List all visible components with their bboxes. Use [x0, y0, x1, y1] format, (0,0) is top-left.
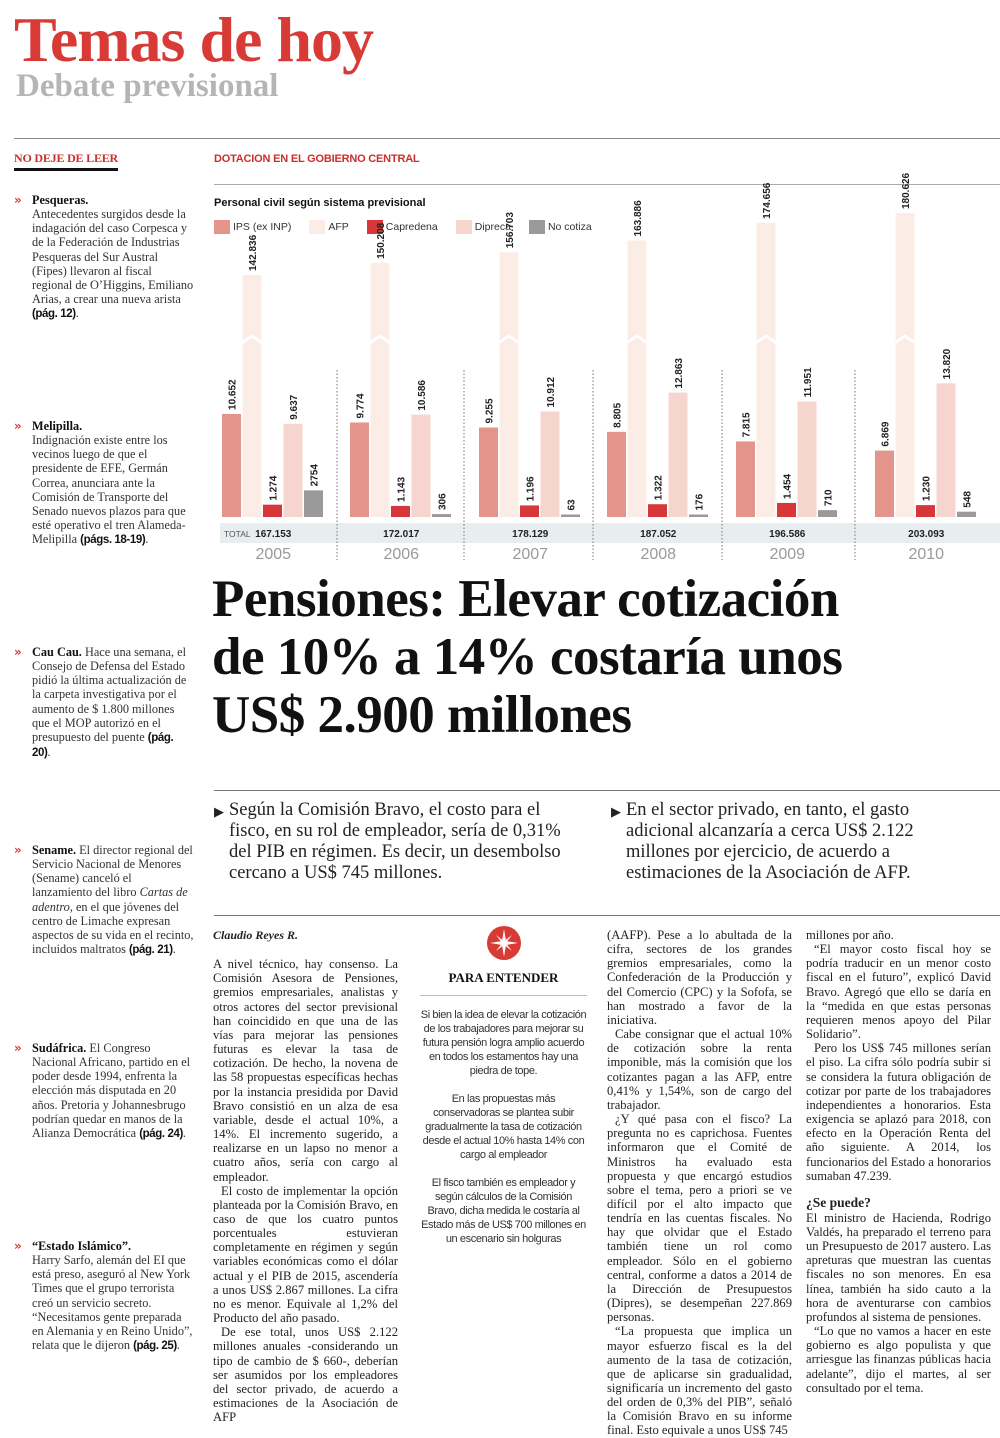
sidebar-item-sudafrica[interactable]: » Sudáfrica. El Congreso Nacional Africano, partido en el poder desde 1994, enfrenta la elección más disputada en 20 años. Pretoria y Johannesbrugo podrían quedar en manos de la Alianza Democrática (pág. 24).: [14, 1041, 191, 1140]
deck-divider-top: [214, 790, 1000, 791]
bar-value-label: 163.886: [633, 200, 644, 237]
graphic-kicker: DOTACION EN EL GOBIERNO CENTRAL: [214, 153, 420, 165]
legend-label: Capredena: [385, 221, 438, 233]
headline-line: Pensiones: Elevar cotización: [212, 570, 839, 628]
item-page: (pág. 21): [129, 944, 173, 957]
bar-value-label: 174.656: [762, 182, 773, 219]
bar-value-label: 1.322: [653, 475, 665, 501]
item-title: Cau Cau.: [32, 645, 82, 659]
total-value: 172.017: [383, 529, 420, 540]
item-title: Sename.: [32, 843, 77, 857]
bar-value-label: 306: [437, 493, 449, 511]
bar-ips-ex-inp-: [875, 451, 894, 517]
bar-dipreca: [937, 383, 956, 517]
bar-afp: [371, 263, 390, 517]
box-paragraph: El fisco también es empleador y según cálculos de la Comisión Bravo, dicha medida le costaría al Estado más de US$ 700 millones en un escenario sin holguras: [421, 1177, 586, 1245]
bar-no-cotiza: [561, 515, 580, 518]
chevron-right-icon: »: [14, 1041, 22, 1055]
item-text: El Congreso Nacional Africano, partido en el poder desde 1994, enfrenta la elección más disputada en 20 años. Pretoria y Johannesbrugo podrían quedar en manos de la Alianza Democrática: [32, 1041, 191, 1140]
headline: [212, 570, 992, 744]
bar-capredena: [777, 503, 796, 517]
bar-value-label: 8.805: [612, 402, 624, 428]
item-text: El director regional del Servicio Nacional de Menores (Sename) canceló el lanzamiento del libro: [32, 843, 193, 900]
paragraph: Pero los US$ 745 millones serían el piso. La cifra sólo podría subir si se considera la futura obligación de cotizar por parte de los trabajadores independientes a honorarios. Esta exigencia se aplazó para 2018, con efecto en la Operación Renta del año siguiente. A 2014, los funcionarios del Estado a honorarios sumaban 47.239.: [806, 1041, 991, 1183]
bar-afp: [500, 252, 519, 517]
bar-value-label: 150.208: [376, 222, 387, 259]
byline: Claudio Reyes R.: [213, 928, 299, 942]
year-label: 2010: [908, 546, 945, 563]
bar-ips-ex-inp-: [222, 414, 241, 517]
bar-value-label: 1.454: [782, 473, 794, 499]
box-paragraph: Si bien la idea de elevar la cotización de los trabajadores para mejorar su futura pensión logra amplio acuerdo en todos los estamentos hay una piedra de tope.: [420, 1009, 587, 1077]
item-text: Indignación existe entre los vecinos luego de que el presidente de EFE, Germán Correa, anunciara ante la Comisión de Transporte del Senado nuevos plazos para que esté operativo el tren Alameda-Melipilla: [32, 433, 186, 547]
headline-line: de 10% a 14% costaría unos: [212, 628, 843, 686]
compass-rose-icon: [486, 925, 522, 961]
item-text: Harry Sarfo, alemán del EI que está preso, aseguró al New York Times que el grupo terrorista creó un servicio secreto. “Necesitamos gente preparada en Alemania y en Reino Unido”, relata que le dijeron: [32, 1253, 193, 1353]
legend-label: AFP: [328, 221, 349, 233]
year-label: 2008: [640, 546, 677, 563]
book-title: Cartas de adentro: [32, 885, 188, 914]
paragraph: A nivel técnico, hay consenso. La Comisión Asesora de Pensiones, gremios empresariales, analistas y otros actores del sector previsional han coincidido en que una de las vías para mejorar las pensiones futuras es elevar la tasa de cotización. De hecho, la novena de las 58 propuestas específicas hechas por la instancia presidida por David Bravo consistió en un alza de esa variable, desde el actual 10%, a 14%. El incremento sugerido, a realizarse en un lapso no menor a cuatro años, sería con cargo al empleador.: [213, 957, 398, 1184]
item-title: Melipilla.: [32, 419, 83, 433]
item-page: (pág. 24): [139, 1127, 183, 1140]
bar-no-cotiza: [818, 510, 837, 517]
article-column-3: [607, 928, 792, 1438]
year-label: 2009: [769, 546, 806, 563]
item-title: “Estado Islámico”.: [32, 1239, 132, 1253]
bar-ips-ex-inp-: [607, 432, 626, 517]
bar-value-label: 1.230: [921, 476, 933, 502]
paragraph: “El mayor costo fiscal hoy se podría traducir en un menor costo fiscal en el futuro”, explicó David Bravo. Agregó que ello se daría en la “medida en que estas personas requieren menos apoyo del Pilar Solidario”.: [806, 942, 991, 1042]
article-column-1: [213, 928, 398, 1424]
total-label: TOTAL: [224, 529, 251, 539]
bar-value-label: 1.274: [268, 475, 280, 501]
item-title: Sudáfrica.: [32, 1041, 87, 1055]
bar-ips-ex-inp-: [350, 422, 369, 517]
year-label: 2007: [512, 546, 549, 563]
legend-label: IPS (ex INP): [233, 221, 292, 233]
chevron-right-icon: »: [14, 193, 22, 207]
bar-value-label: 548: [962, 491, 974, 508]
bar-value-label: 9.774: [355, 393, 367, 419]
item-text: Antecedentes surgidos desde la indagación del caso Corpesca y de la Federación de Industrias Pesqueras del Sur Austral (Fipes) llevaron al fiscal regional de O’Higgins, Emiliano Arias, a crear una nueva arista: [32, 207, 194, 307]
triangle-bullet-icon: ▶: [214, 805, 224, 820]
bar-value-label: 10.652: [227, 379, 239, 410]
item-page: (pág. 12): [32, 308, 76, 321]
bar-dipreca: [284, 424, 303, 517]
item-page: (pág. 20): [32, 731, 174, 760]
section-title: Temas de hoy: [14, 4, 374, 75]
bar-capredena: [648, 504, 667, 517]
sidebar-item-estado-islamico[interactable]: » “Estado Islámico”. Harry Sarfo, alemán del EI que está preso, aseguró al New York Times que el grupo terrorista creó un servicio secreto. “Necesitamos gente preparada en Alemania y en Reino Unido”, relata que le dijeron (pág. 25).: [14, 1239, 193, 1353]
deck-right: [611, 800, 981, 884]
bar-dipreca: [798, 401, 817, 517]
total-value: 187.052: [640, 529, 677, 540]
paragraph: El costo de implementar la opción planteada por la Comisión Bravo, en caso de que los cuatro puntos porcentuales estuvieran completamente en régimen y según variables económicas como el dólar actual y el PIB de 2015, ascendería a unos US$ 2.867 millones. La cifra no es menor. Equivale al 1,2% del Producto del año pasado.: [213, 1183, 398, 1326]
bar-value-label: 156.703: [505, 212, 516, 249]
bar-value-label: 63: [566, 499, 578, 511]
paragraph: millones por año.: [806, 928, 894, 942]
bar-value-label: 10.912: [546, 376, 557, 408]
bar-value-label: 13.820: [942, 348, 953, 380]
bar-value-label: 12.863: [674, 358, 685, 389]
legend-label: No cotiza: [547, 221, 592, 233]
para-entender-box: [420, 925, 587, 1260]
bar-value-label: 6.869: [880, 421, 892, 447]
deck-left: [214, 800, 584, 884]
paragraph: (AAFP). Pese a lo abultada de la cifra, sectores de los grandes gremios empresariales, como la Confederación de la Producción y del Comercio (CPC) y la Sofofa, se han mostrado a favor de la iniciativa.: [607, 928, 792, 1027]
bar-capredena: [520, 505, 539, 517]
total-band: [220, 523, 1000, 543]
legend-label: Dipreca: [474, 221, 511, 233]
bar-dipreca: [541, 411, 560, 517]
total-value: 196.586: [769, 529, 806, 540]
bar-value-label: 142.836: [248, 234, 259, 271]
sidebar-item-cau-cau[interactable]: » Cau Cau. Hace una semana, el Consejo de Defensa del Estado pidió la última actualización de la carpeta investigativa por el aumento de $ 1.800 millones que el MOP autorizó en el presupuesto del puente (pág. 20).: [14, 645, 187, 760]
bar-capredena: [263, 505, 282, 517]
bar-value-label: 9.637: [289, 394, 300, 420]
bar-value-label: 7.815: [741, 412, 753, 438]
bar-dipreca: [669, 393, 688, 517]
bar-value-label: 1.143: [396, 476, 408, 502]
box-title: PARA ENTENDER: [420, 971, 587, 996]
deck-text: Según la Comisión Bravo, el costo para el fisco, en su rol de empleador, sería de 0,31% del PIB en régimen. Es decir, un desembolso cercano a US$ 745 millones.: [229, 800, 561, 883]
section-subtitle: Debate previsional: [16, 68, 279, 104]
item-page: (págs. 18-19): [80, 534, 146, 547]
total-value: 167.153: [255, 529, 292, 540]
sidebar-item-sename[interactable]: » Sename. El director regional del Servicio Nacional de Menores (Sename) canceló el lanzamiento del libro Cartas de adentro, en el que jóvenes del centro de Limache expresan aspectos de su vida en el recinto, incluidos maltratos (pág. 21).: [14, 843, 194, 957]
bar-ips-ex-inp-: [736, 441, 755, 517]
paragraph: “La propuesta que implica un mayor esfuerzo fiscal es la del aumento de la tasa de cotización, que de aplicarse sin gradualidad, significaría un incremento del gasto del orden de 0,3% del PIB”, señaló la Comisión Bravo en su informe final. Esto equivale a unos US$ 745: [607, 1324, 792, 1438]
bar-value-label: 180.626: [901, 172, 912, 210]
year-label: 2005: [255, 546, 292, 563]
sidebar-heading: NO DEJE DE LEER: [14, 151, 118, 171]
chevron-right-icon: »: [14, 419, 22, 433]
bar-afp: [896, 213, 915, 517]
box-paragraph: En las propuestas más conservadoras se plantea subir gradualmente la tasa de cotización desde el actual 10% hasta 14% con cargo al empleador: [422, 1093, 585, 1161]
headline-line: US$ 2.900 millones: [212, 686, 632, 744]
paragraph: Cabe consignar que el actual 10% de cotización sobre la renta imponible, más la comisión que los cotizantes pagan a las AFP, entre 0,41% y 1,54%, son de cargo del trabajador.: [607, 1027, 792, 1112]
item-text-cont: , en el que jóvenes del centro de Limache expresan aspectos de su vida en el recinto, incluidos maltratos: [32, 899, 194, 957]
article-column-4: [806, 928, 991, 1395]
bar-dipreca: [412, 415, 431, 517]
sidebar-item-melipilla[interactable]: » Melipilla. Indignación existe entre los vecinos luego de que el presidente de EFE, Germán Correa, anunciara ante la Comisión de Transporte del Senado nuevos plazos para que esté operativo el tren Alameda-Melipilla (págs. 18-19).: [14, 419, 186, 547]
bar-afp: [628, 240, 647, 517]
bar-no-cotiza: [957, 512, 976, 517]
triangle-bullet-icon: ▶: [611, 805, 621, 820]
subhead: ¿Se puede?: [806, 1194, 871, 1210]
bar-value-label: 1.196: [525, 476, 537, 502]
deck-text: En el sector privado, en tanto, el gasto adicional alcanzaría a cerca US$ 2.122 millones por ejercicio, de acuerdo a estimaciones de la Asociación de AFP.: [626, 800, 914, 883]
item-text: Hace una semana, el Consejo de Defensa del Estado pidió la última actualización de la carpeta investigativa por el aumento de $ 1.800 millones que el MOP autorizó en el presupuesto del puente: [32, 645, 187, 744]
bar-afp: [243, 275, 262, 517]
deck-divider-bottom: [214, 915, 1000, 916]
paragraph: El ministro de Hacienda, Rodrigo Valdés, ha preparado el terreno para un Presupuesto de 2017 austero. Las apreturas que muestran las cuentas fiscales no son menores. En esa línea, también ha sido cauto a la hora de aventurarse con cambios profundos al sistema de pensiones.: [806, 1210, 991, 1324]
bar-value-label: 10.586: [417, 380, 428, 411]
bar-value-label: 2754: [309, 464, 321, 487]
chevron-right-icon: »: [14, 1239, 22, 1253]
chevron-right-icon: »: [14, 843, 22, 857]
chart-title: Personal civil según sistema previsional: [214, 197, 426, 209]
total-value: 178.129: [512, 529, 549, 540]
item-page: (pág. 25): [133, 1340, 177, 1353]
bar-value-label: 176: [694, 493, 706, 511]
year-label: 2006: [383, 546, 420, 563]
total-value: 203.093: [908, 529, 945, 540]
item-title: Pesqueras.: [32, 193, 89, 207]
bar-afp: [757, 223, 776, 517]
paragraph: ¿Y qué pasa con el fisco? La pregunta no es caprichosa. Fuentes informaron que el Comité de Ministros ha evaluado esta propuesta y que encargó estudios sobre el tema, pero a priori se ve difícil por el alto impacto que tendría en las cuentas fiscales. No hay que olvidar que el Estado también tiene un rol como empleador. Sólo en el gobierno central, conforme a datos a 2014 de la Dirección de Presupuestos (Dipres), se desempeñan 227.869 personas.: [607, 1112, 792, 1325]
bar-no-cotiza: [689, 515, 708, 518]
bar-capredena: [916, 505, 935, 517]
bar-value-label: 9.255: [484, 398, 496, 424]
bar-value-label: 11.951: [803, 367, 814, 398]
bar-ips-ex-inp-: [479, 428, 498, 517]
bar-no-cotiza: [304, 490, 323, 517]
bar-chart: [0, 0, 1000, 580]
bar-capredena: [391, 506, 410, 517]
paragraph: “Lo que no vamos a hacer en este gobierno es algo populista y que arriesgue las finanzas públicas hacia adelante”, dijo el martes, al ser consultado por el tema.: [806, 1324, 991, 1395]
chevron-right-icon: »: [14, 645, 22, 659]
paragraph: De ese total, unos US$ 2.122 millones anuales -considerando un tipo de cambio de $ 660-, deberían ser asumidos por los empleadores del sector privado, de acuerdo a estimaciones de la Asociación de AFP: [213, 1325, 398, 1425]
sidebar-item-pesqueras[interactable]: » Pesqueras. Antecedentes surgidos desde la indagación del caso Corpesca y de la Federación de Industrias Pesqueras del Sur Austral (Fipes) llevaron al fiscal regional de O’Higgins, Emiliano Arias, a crear una nueva arista (pág. 12).: [14, 193, 194, 321]
bar-no-cotiza: [432, 514, 451, 517]
bar-value-label: 710: [823, 489, 835, 507]
